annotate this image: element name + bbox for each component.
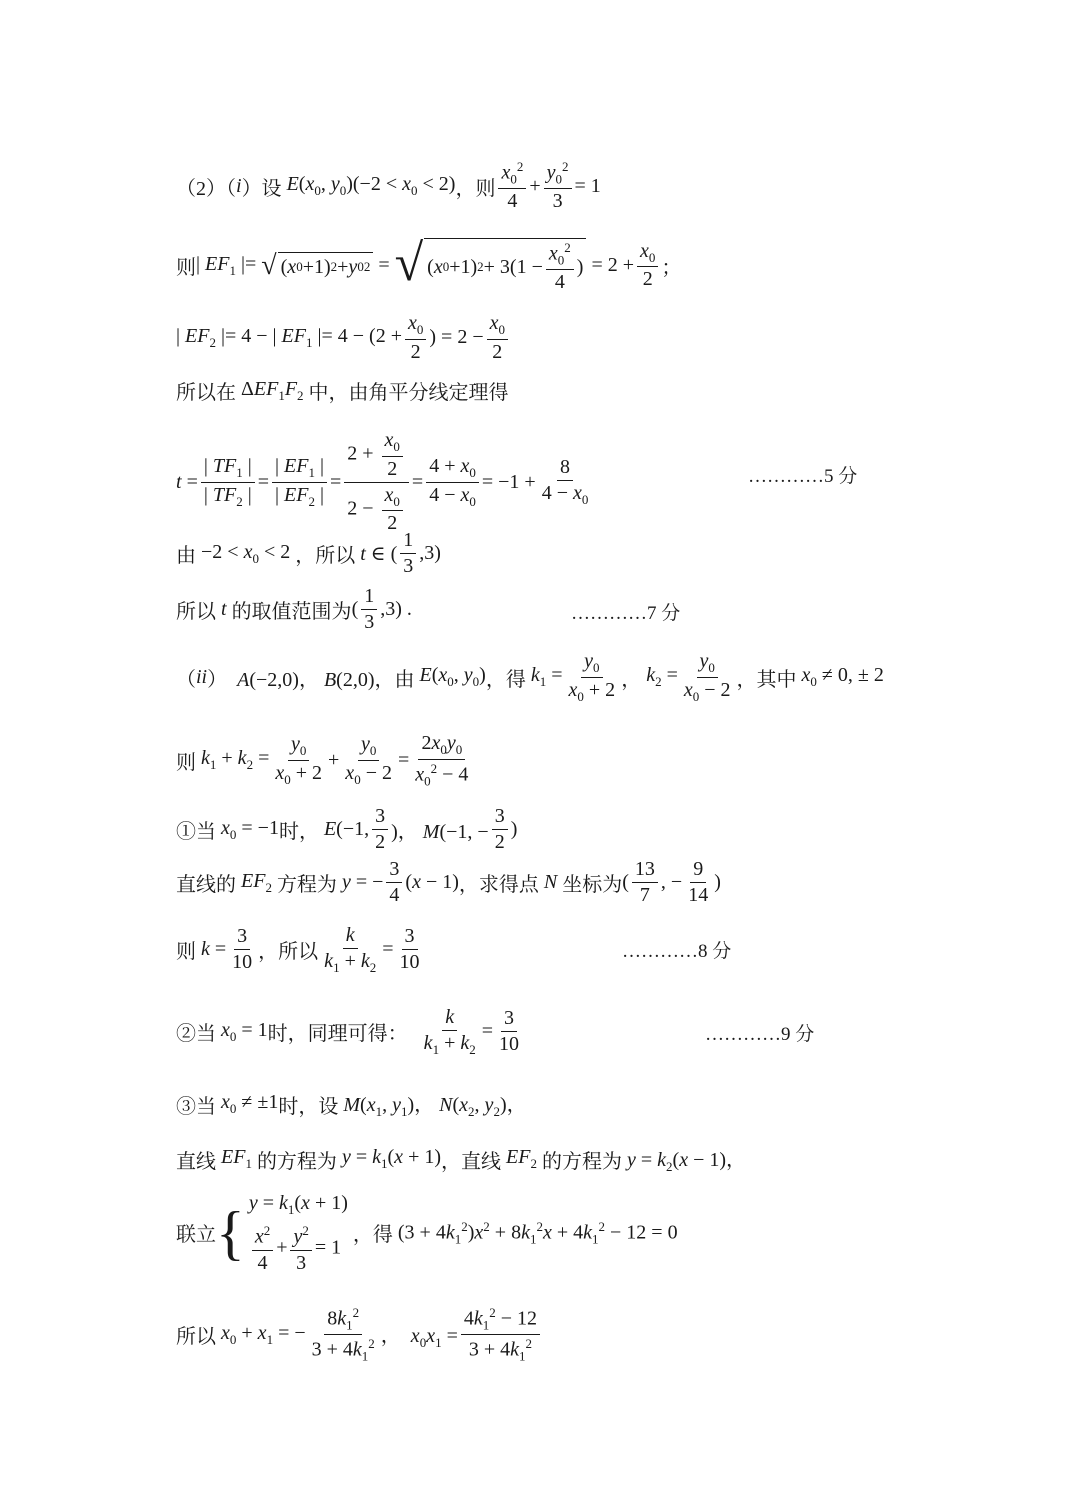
line-setup-E: （2）（ i ）设 $E(x_0$, $y_0)(-2 < x_0 < 2)$ ，则 $\frac{x_0^2}{4}$ + $\frac{y_0^2}{3}$ = 1 (176, 159, 601, 213)
line-triangle: 所以在 $\Delta EF_1F_2$ 中，由角平分线定理得 (176, 377, 509, 404)
case1-line: 直线的 $EF_2$ 方程为 y = − $\frac{3}{4}$ (x − 1) ，求得点 N 坐标为 ( $\frac{13}{7}$ , − $\frac{9}{14}$ ) (176, 858, 721, 906)
line-range-t: 所以 t 的取值范围为 ( $\frac{1}{3}$ ,3) . (176, 585, 412, 633)
score-7: …………7 分 (571, 603, 681, 624)
score-5: …………5 分 (748, 466, 858, 487)
case1-k: 则 k = $\frac{3}{10}$ ，所以 $\frac{k}{k_1 + k_2}$ = $\frac{3}{10}$ (176, 924, 420, 975)
case1-head: ①当 $x_0 = -1$ 时， E(−1, $\frac{3}{2}$ )， M(−1, − $\frac{3}{2}$ ) (176, 805, 518, 853)
case2: ②当 $x_0 = 1$ 时，同理可得： $\frac{k}{k_1 + k_2}$ = $\frac{3}{10}$ (176, 1006, 520, 1057)
line-t-expression: t = $\frac{| TF_1 |}{| TF_2 |}$ = $\frac{| EF_1 |}{| EF_2 |}$ = 2 + $\frac{x_0}{2}$ 2 − $\frac{x_0}{2}$ = $\frac{4 + x_0}{4 - x_0}$ = −1 + $\frac{8}{4 - x_0}$ (176, 429, 589, 535)
line-EF1: 则 | $EF_1$ |= √ ( x 0 +1) 2 + y 0 2 = √ ( x 0 +1) 2 + 3(1 − $\frac{x_0^2}{4}$ ) = 2 + $\frac{x_0}{2}$ ； (176, 235, 682, 294)
score-9: …………9 分 (705, 1024, 815, 1045)
case3-lines: 直线 $EF_1$ 的方程为 $y = k_1(x + 1)$ ，直线 $EF_2$ 的方程为 $y = k_2(x - 1)$， (176, 1146, 747, 1174)
score-8: …………8 分 (622, 941, 732, 962)
line-k1-k2: （ ii ） A(−2,0)， B(2,0) ，由 $E(x_0$, $y_0$) ，得 $k_1$ = $\frac{y_0}{x_0 + 2}$ ， $k_2$ = $\frac{y_0}{x_0 - 2}$ ，其中 $x_0 \ne 0$, ± 2 (176, 650, 884, 704)
case3-system: 联立 { $y = k_1(x + 1)$ $\frac{x^2}{4}$ + $\frac{y^2}{3}$ = 1 ，得 $(3 + 4k_1^2)x^2 + 8k_1^2x + 4k_1^2 - 12 = 0$ (176, 1192, 678, 1274)
line-range-x0: 由 $-2 < x_0 < 2$ ，所以 t ∈ ( $\frac{1}{3}$ ,3) (176, 529, 441, 577)
case3-head: ③当 $x_0 \ne \pm 1$ 时，设 $M(x_1$, $y_1$)， $N(x_2$, $y_2$)， (176, 1091, 527, 1119)
line-k1-plus-k2: 则 $k_1 + k_2$ = $\frac{y_0}{x_0 + 2}$ + $\frac{y_0}{x_0 - 2}$ = $\frac{2x_0y_0}{x_0^2 - 4}$ (176, 732, 469, 789)
line-EF2: | $EF_2$ |= 4 − | $EF_1$ |= 4 − (2 + $\frac{x_0}{2}$ ) = 2 − $\frac{x_0}{2}$ (176, 313, 511, 363)
case3-vieta: 所以 $x_0 + x_1$ = − $\frac{8k_1^2}{3 + 4k_1^2}$ ， $x_0x_1$ = $\frac{4k_1^2 - 12}{3 + 4k_1^2}$ (176, 1306, 543, 1364)
